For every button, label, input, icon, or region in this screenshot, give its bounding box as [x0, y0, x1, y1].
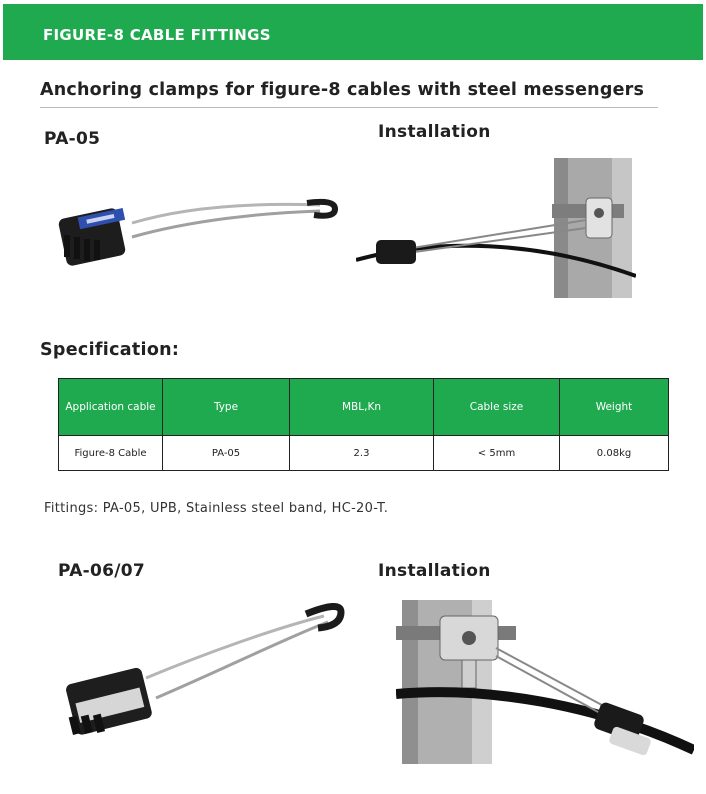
spec-title: Specification: — [40, 340, 180, 360]
model-label-pa0607: PA-06/07 — [58, 561, 146, 581]
cell-type: PA-05 — [163, 436, 290, 471]
section-banner — [3, 4, 703, 60]
spec-header-row — [59, 379, 669, 436]
header-mbl: MBL,Kn — [290, 379, 434, 436]
pa05-clamp-image — [52, 185, 342, 275]
installation-label-2: Installation — [378, 561, 491, 581]
fittings-text: Fittings: PA-05, UPB, Stainless steel band, HC-20-T. — [44, 501, 389, 516]
installation-photo-1 — [356, 158, 636, 298]
table-row — [59, 436, 669, 471]
installation-label-1: Installation — [378, 122, 491, 142]
divider — [40, 107, 658, 108]
header-application-cable: Application cable — [59, 379, 163, 436]
cell-application-cable: Figure-8 Cable — [59, 436, 163, 471]
installation-photo-2 — [396, 600, 694, 764]
cell-cable-size: < 5mm — [434, 436, 560, 471]
header-cable-size: Cable size — [434, 379, 560, 436]
banner-title: FIGURE-8 CABLE FITTINGS — [43, 26, 271, 44]
header-weight: Weight — [560, 379, 669, 436]
cell-mbl: 2.3 — [290, 436, 434, 471]
pa0607-clamp-image — [56, 598, 346, 748]
header-type: Type — [163, 379, 290, 436]
model-label-pa05: PA-05 — [44, 129, 101, 149]
cell-weight: 0.08kg — [560, 436, 669, 471]
page-headline: Anchoring clamps for figure-8 cables with steel messengers — [40, 80, 645, 100]
spec-table — [58, 378, 669, 471]
